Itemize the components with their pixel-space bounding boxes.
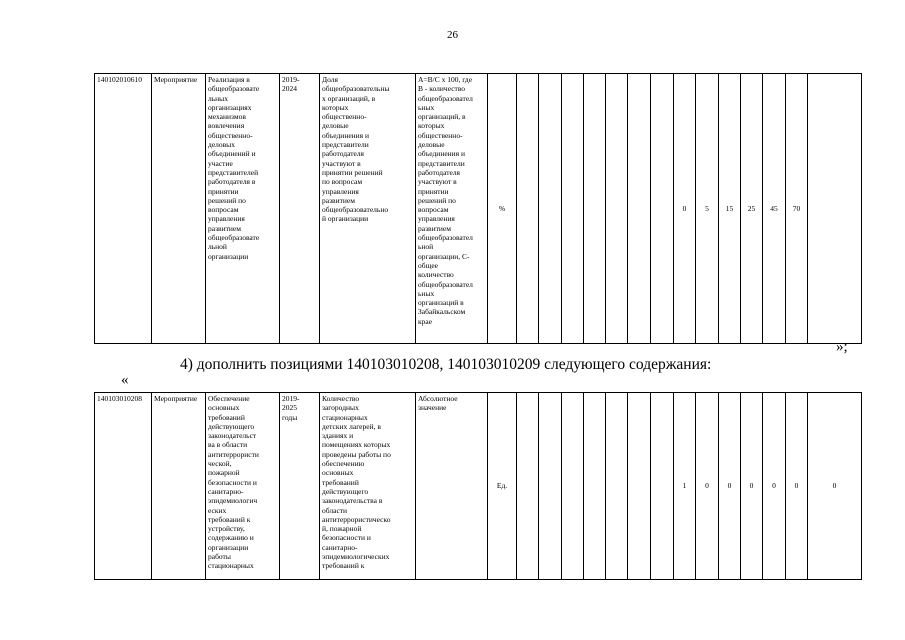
name-cell: Обеспечение основных требований действующего законодательст ва в области антитеррористи ческой, пожарной безопасности и санитарно- эпидемиологич еских требований к устройству, содержанию и организации работы стационарных — [206, 393, 280, 580]
type-cell: Мероприятие — [152, 74, 206, 344]
value-cell: 0 — [808, 393, 862, 580]
unit-cell: Ед. — [488, 393, 517, 580]
value-cell — [562, 393, 584, 580]
value-cell: 5 — [696, 74, 719, 344]
value-cell: 0 — [674, 74, 696, 344]
value-cell — [539, 74, 562, 344]
page-number: 26 — [447, 29, 458, 41]
value-cell: 0 — [741, 393, 763, 580]
opening-quote: « — [121, 372, 129, 388]
indicator-cell: Количество загородных стационарных детских лагерей, в зданиях и помещениях которых проведены работы по обеспечению основных требований действующего законодательства в области антитеррористическо й, пожарной безопасности и санитарно- эпидемиологических требований к — [320, 393, 416, 580]
value-cell — [606, 74, 628, 344]
value-cell: 0 — [719, 393, 741, 580]
indicator-table-1 — [94, 73, 862, 344]
period-cell: 2019- 2025 годы — [280, 393, 320, 580]
table-row — [95, 74, 862, 344]
code-cell: 140102010610 — [95, 74, 152, 344]
value-cell: 0 — [696, 393, 719, 580]
value-cell — [584, 74, 606, 344]
value-cell: 0 — [786, 393, 808, 580]
value-cell: 0 — [763, 393, 786, 580]
value-cell: 70 — [786, 74, 808, 344]
section-heading: 4) дополнить позициями 140103010208, 140103010209 следующего содержания: — [180, 356, 712, 373]
value-cell — [628, 74, 651, 344]
value-cell — [808, 74, 862, 344]
value-cell — [651, 393, 674, 580]
formula-cell: Абсолютное значение — [416, 393, 488, 580]
value-cell — [628, 393, 651, 580]
closing-quote: »; — [836, 339, 848, 355]
table-row — [95, 393, 862, 580]
value-cell: 25 — [741, 74, 763, 344]
unit-cell: % — [488, 74, 517, 344]
type-cell: Мероприятие — [152, 393, 206, 580]
value-cell — [539, 393, 562, 580]
name-cell: Реализация в общеобразовате льных организациях механизмов вовлечения общественно- деловых объединений и участие представителей работодателя в принятии решений по вопросам управления развитием общеобразовате льной организации — [206, 74, 280, 344]
value-cell: 1 — [674, 393, 696, 580]
formula-cell: A=B/C x 100, где B - количество общеобразовател ьных организаций, в которых общественно- деловые объединения и представители работодателя участвуют в принятии решений по вопросам управления развитием общеобразовател ьной организации, С- общее количество общеобразовател ьных организаций в Забайкальском крае — [416, 74, 488, 344]
value-cell — [562, 74, 584, 344]
value-cell: 45 — [763, 74, 786, 344]
indicator-cell: Доля общеобразовательны х организаций, в которых общественно- деловые объединения и представители работодателя участвуют в принятии решений по вопросам управления развитием общеобразовательно й организации — [320, 74, 416, 344]
value-cell: 15 — [719, 74, 741, 344]
value-cell — [606, 393, 628, 580]
code-cell: 140103010208 — [95, 393, 152, 580]
value-cell — [651, 74, 674, 344]
period-cell: 2019- 2024 — [280, 74, 320, 344]
value-cell — [517, 74, 539, 344]
indicator-table-2 — [94, 392, 862, 580]
value-cell — [584, 393, 606, 580]
value-cell — [517, 393, 539, 580]
